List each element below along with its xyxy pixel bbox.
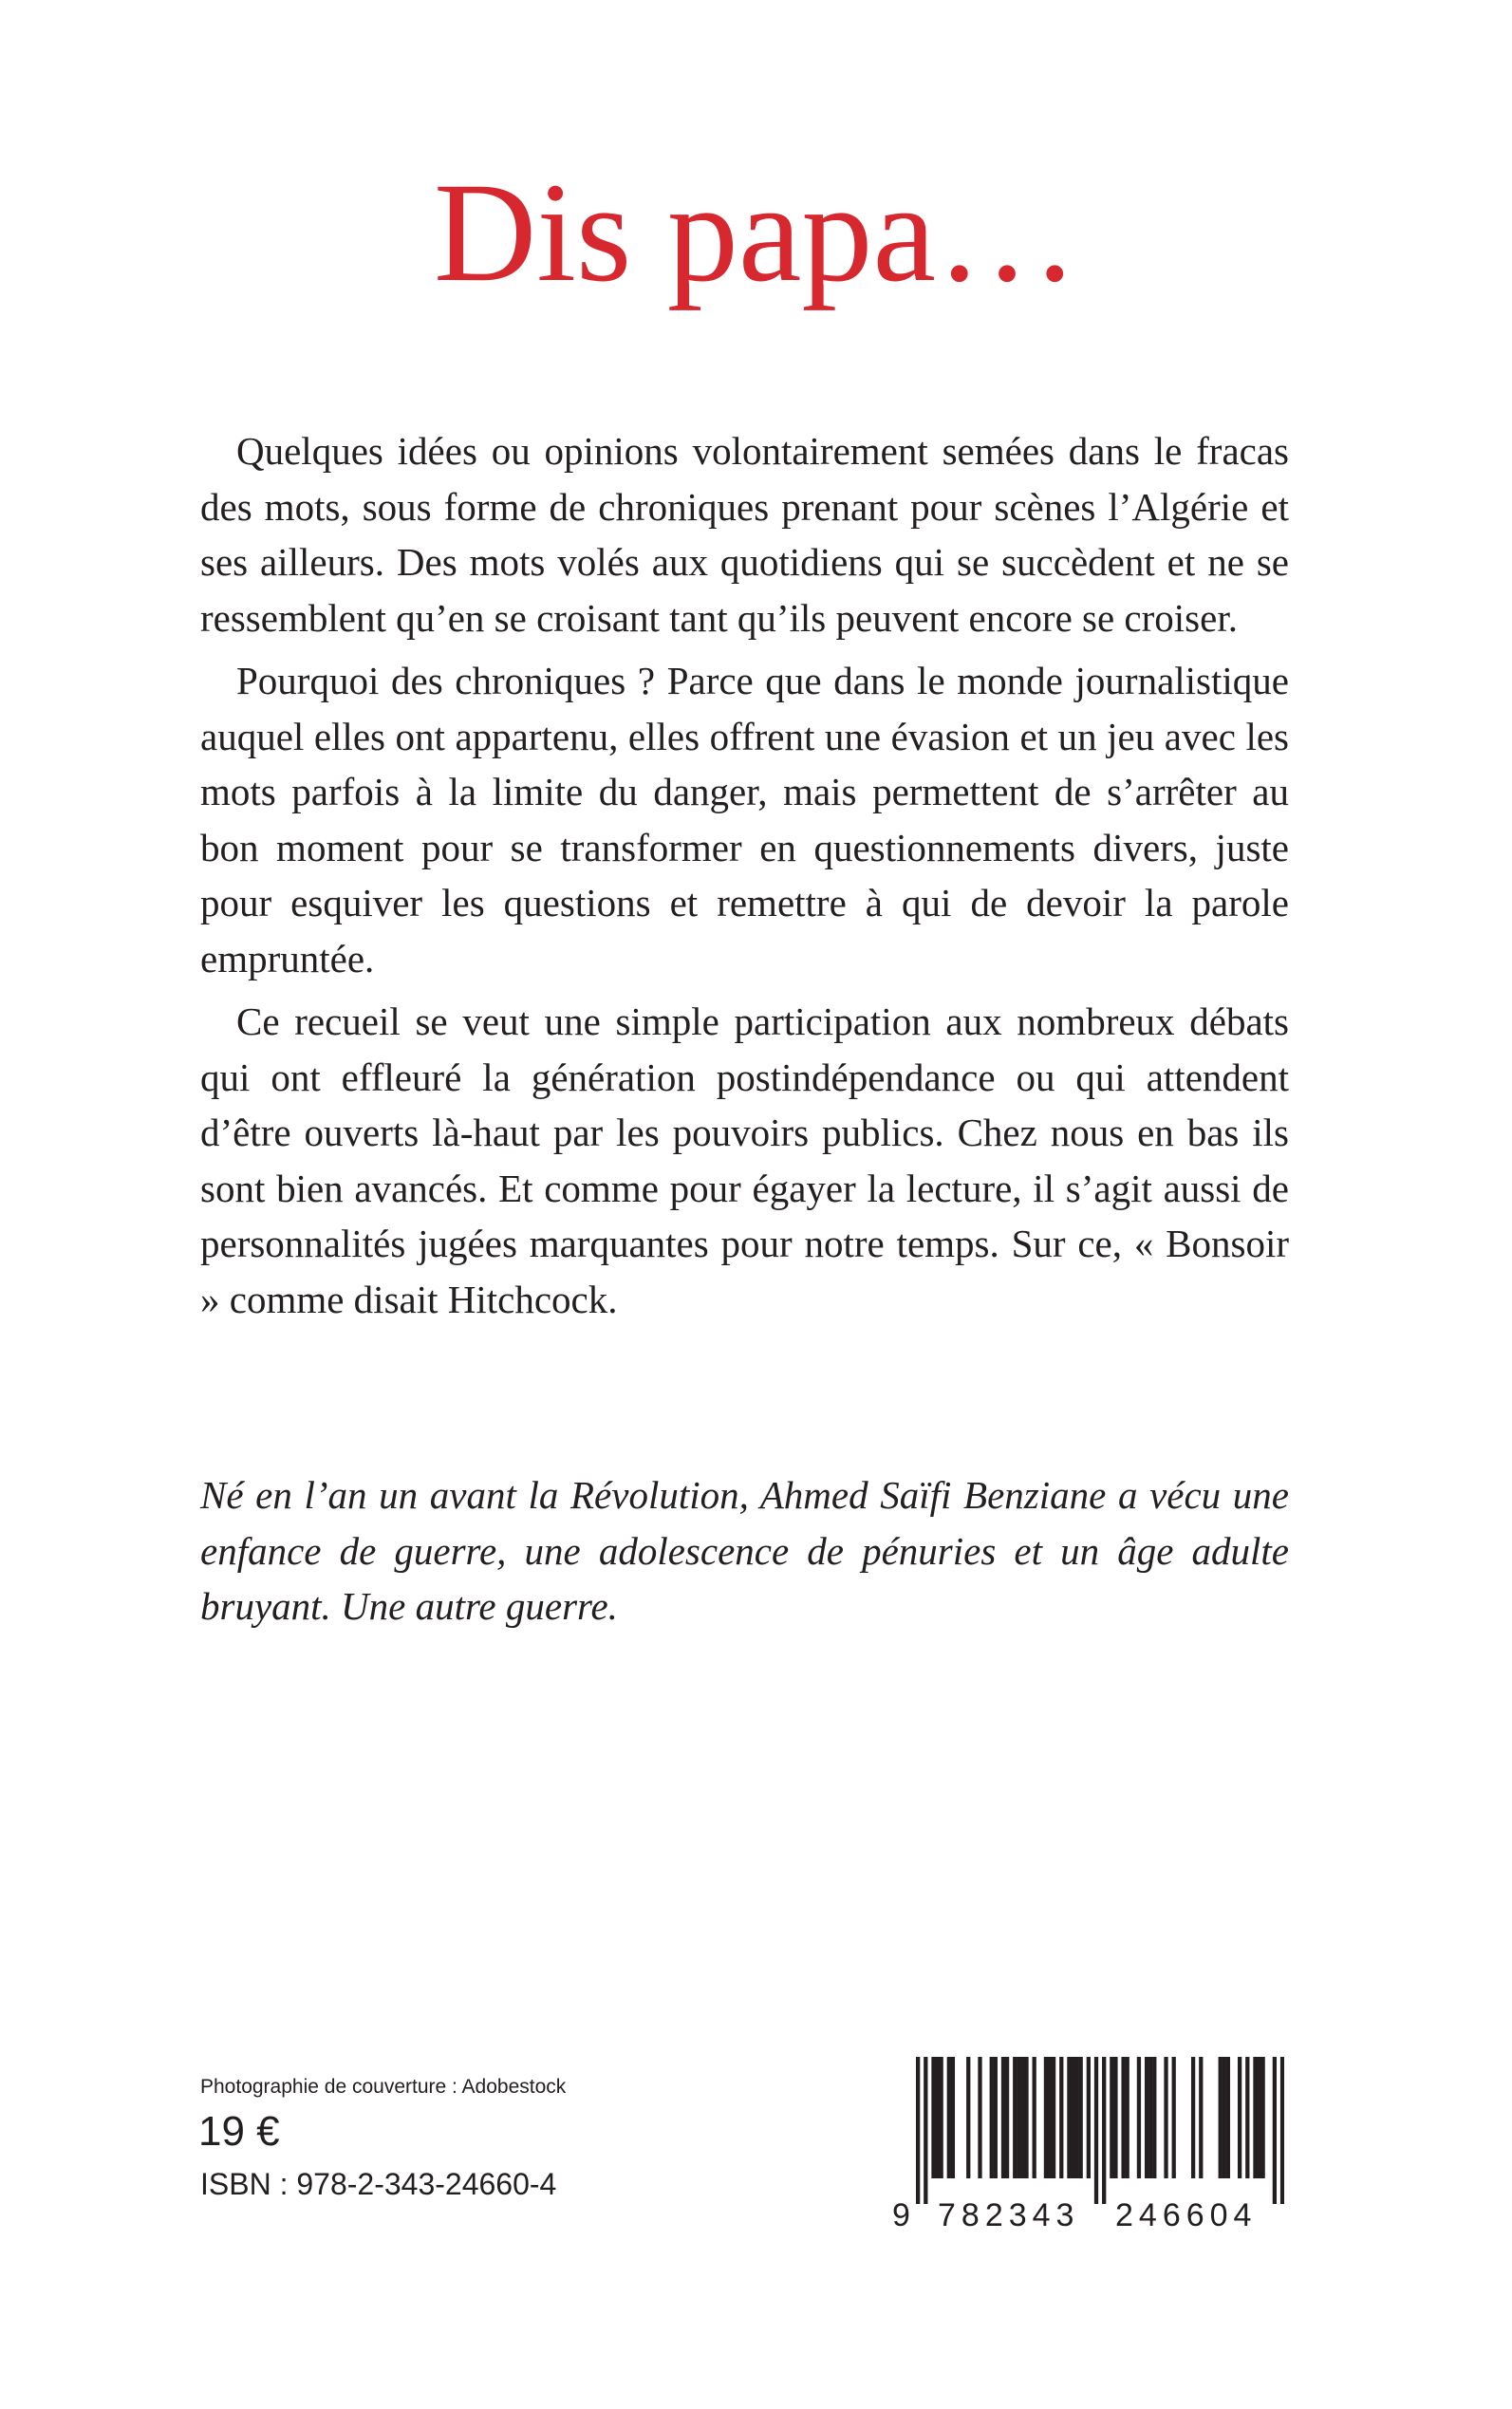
barcode-bar — [1280, 2057, 1284, 2204]
barcode-bar — [1148, 2057, 1152, 2178]
barcode-bar — [1145, 2057, 1148, 2178]
barcode-bar — [924, 2057, 927, 2204]
barcode-left-digits: 782343 — [938, 2197, 1080, 2233]
barcode-bar — [947, 2057, 951, 2178]
barcode-bar — [1017, 2057, 1020, 2178]
barcode-bar — [994, 2057, 998, 2178]
barcode-bar — [1219, 2057, 1223, 2178]
barcode-bar — [1052, 2057, 1055, 2178]
barcode-bars — [916, 2057, 1284, 2204]
barcode-bar — [1260, 2057, 1264, 2178]
barcode-bar — [1013, 2057, 1017, 2178]
barcode-bar — [951, 2057, 955, 2178]
barcode-bar — [1020, 2057, 1024, 2178]
barcode-bar — [1172, 2057, 1176, 2178]
barcode-bar — [1102, 2057, 1106, 2204]
book-title: Dis papa… — [433, 154, 1079, 311]
barcode-bar — [1067, 2057, 1071, 2178]
barcode-bar — [1273, 2057, 1277, 2204]
barcode-bar — [1005, 2057, 1009, 2178]
author-bio: Né en l’an un avant la Révolution, Ahmed Saïfi Benziane a vécu une enfance de guerre, une adolescence de pénuries et un âge adulte bruyant. Une autre guerre. — [200, 1473, 1289, 1628]
barcode-bar — [1113, 2057, 1117, 2178]
barcode-bar — [916, 2057, 920, 2204]
photo-credit: Photographie de couverture : Adobestock — [200, 2076, 567, 2098]
barcode-bar — [1033, 2057, 1036, 2178]
barcode-bar — [990, 2057, 994, 2178]
barcode-bar — [1152, 2057, 1156, 2178]
barcode-bar — [1238, 2057, 1241, 2178]
barcode-bar — [1079, 2057, 1083, 2178]
blurb — [200, 423, 1289, 1335]
blurb-paragraph: Ce recueil se veut une simple participation aux nombreux débats qui ont effleuré la génération postindépendance ou qui attendent d’être ouverts là-haut par les pouvoirs publics. Chez nous en bas ils sont bien avancés. Et comme pour égayer la lecture, il s’agit aussi de personnalités jugées marquantes pour notre temps. Sur ce, « Bonsoir » comme disait Hitchcock. — [200, 999, 1289, 1321]
barcode-bar — [978, 2057, 981, 2178]
barcode-bar — [940, 2057, 943, 2178]
barcode-bar — [1087, 2057, 1091, 2178]
blurb-paragraph: Quelques idées ou opinions volontairement semées dans le fracas des mots, sous forme de chroniques prenant pour scènes l’Algérie et ses ailleurs. Des mots volés aux quotidiens qui se succèdent et ne se ressemblent qu’en se croisant tant qu’ils peuvent encore se croiser. — [200, 429, 1289, 640]
barcode-bar — [1126, 2057, 1129, 2178]
barcode-bar — [1257, 2057, 1260, 2178]
barcode-bar — [1094, 2057, 1098, 2204]
barcode-bar — [1226, 2057, 1230, 2178]
barcode-bar — [1164, 2057, 1167, 2178]
barcode-bar — [1223, 2057, 1226, 2178]
barcode-bar — [1121, 2057, 1125, 2178]
barcode-bar — [1059, 2057, 1063, 2178]
barcode-right-digits: 246604 — [1115, 2197, 1258, 2233]
barcode-bar — [966, 2057, 970, 2178]
barcode-bar — [1199, 2057, 1203, 2178]
barcode-first-digit: 9 — [892, 2197, 910, 2233]
barcode-bar — [1110, 2057, 1113, 2178]
barcode-bar — [1191, 2057, 1195, 2178]
barcode-bar — [1048, 2057, 1052, 2178]
barcode-bar — [1245, 2057, 1249, 2178]
barcode-bar — [1074, 2057, 1078, 2178]
barcode-bar — [1044, 2057, 1048, 2178]
barcode-bar — [1024, 2057, 1028, 2178]
barcode — [892, 2057, 1291, 2237]
barcode-bar — [931, 2057, 935, 2178]
barcode-bar — [935, 2057, 939, 2178]
barcode-bar — [1071, 2057, 1074, 2178]
blurb-paragraph: Pourquoi des chroniques ? Parce que dans le monde journalistique auquel elles ont appartenu, elles offrent une évasion et un jeu avec les mots parfois à la limite du danger, mais permettent de s’arrêter au bon moment pour se transformer en questionnements divers, juste pour esquiver les questions et remettre à qui de devoir la parole empruntée. — [200, 659, 1289, 980]
barcode-bar — [1137, 2057, 1141, 2178]
price: 19 € — [198, 2108, 280, 2155]
barcode-bar — [1001, 2057, 1005, 2178]
barcode-bar — [1253, 2057, 1257, 2178]
isbn: ISBN : 978-2-343-24660-4 — [200, 2167, 557, 2201]
